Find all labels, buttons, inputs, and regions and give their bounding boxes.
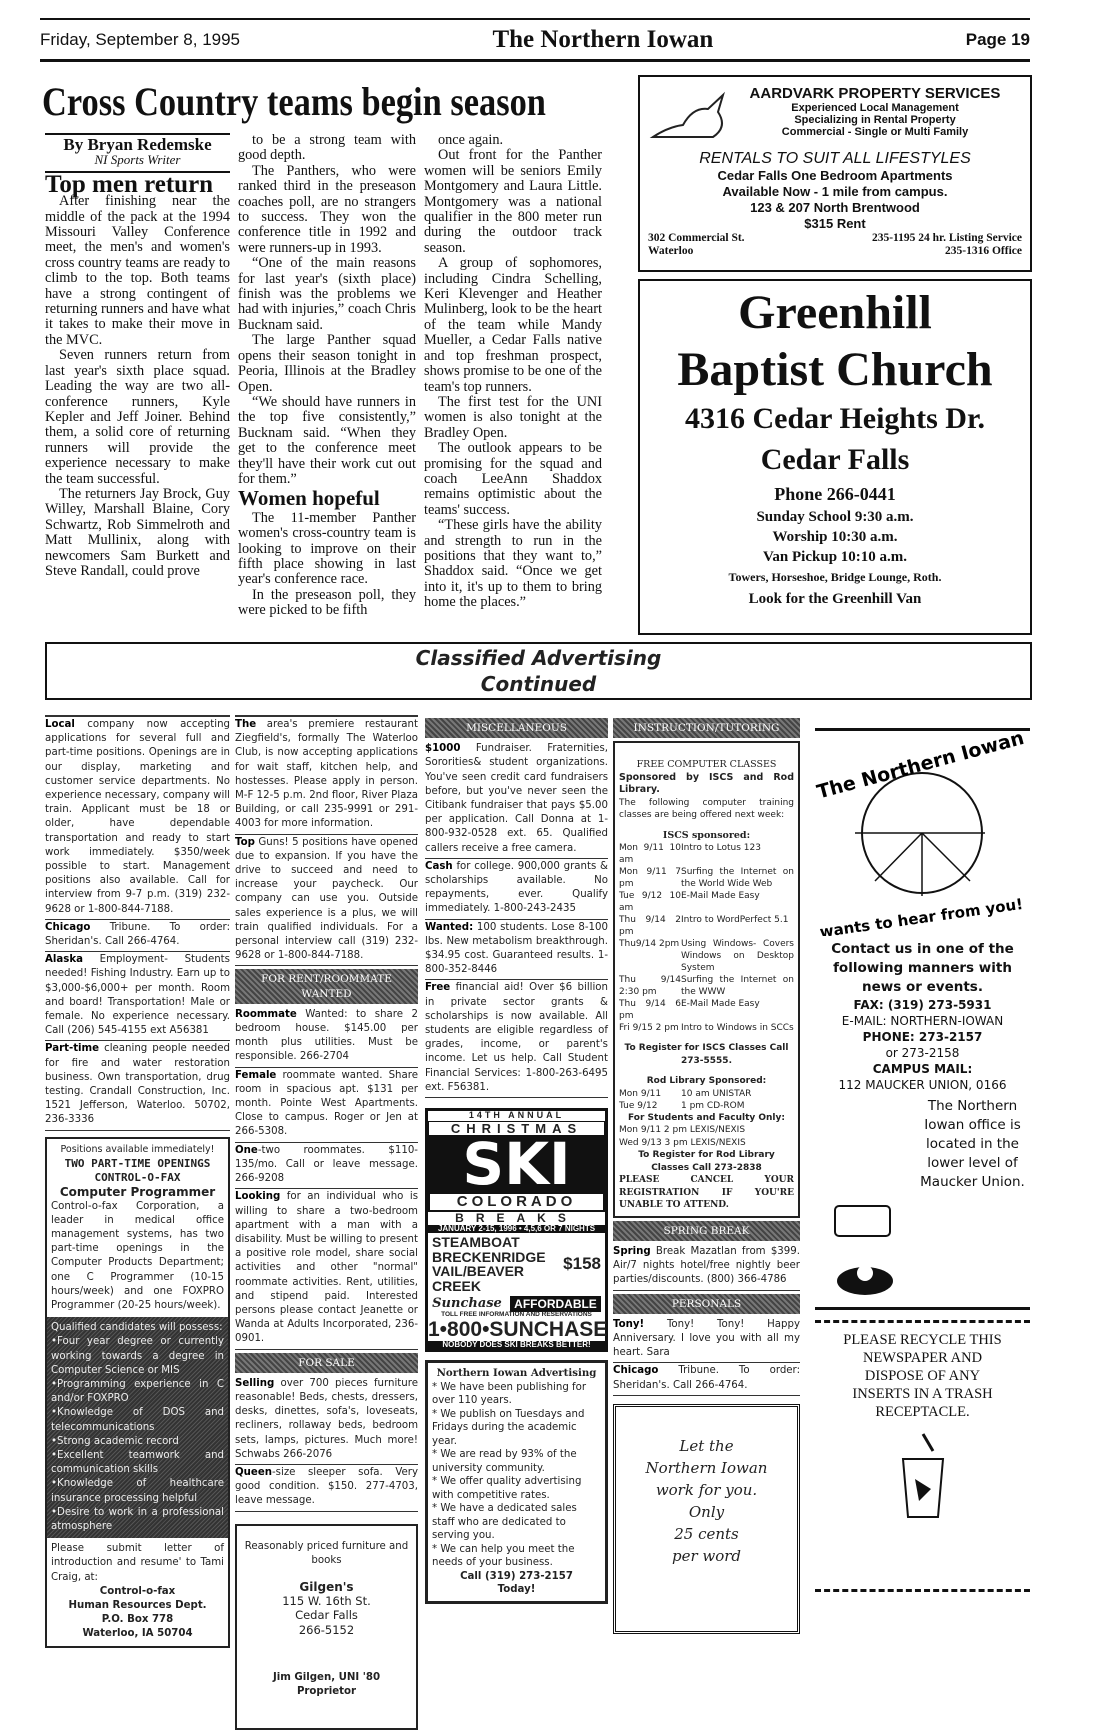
list-item: Mon 9/11 2 pm LEXIS/NEXIS	[619, 1125, 746, 1136]
listing: Cedar Falls One Bedroom Apartments Available Now - 1 mile from campus. 123 & 207 North Brentwood $315 Rent	[717, 168, 953, 231]
list-item: * We can help you meet the needs of your business.	[432, 1543, 575, 1569]
list-item: •Programming experience in C and/or FOXPRO	[51, 1378, 224, 1405]
ad-body: Control-o-fax Corporation, a leader in medical office management systems, has two part-time openings in the Computer Products Department; one C Programmer (10-15 hours/week) and one FOXPRO Programmer (20-25 hours/week).	[51, 1200, 224, 1311]
class-time: Mon 9/11 10 am	[619, 843, 681, 866]
ad-text: Tribune. To order: Sheridan's. Call 266-4764.	[45, 921, 230, 948]
article-paragraph: once again.	[438, 132, 504, 148]
list-item: * We have been publishing for over 110 years.	[432, 1381, 587, 1407]
ad-text: Wanted: to share 2 bedroom house. $145.00 per month plus utilities. Must be responsible. 266-2704	[235, 1008, 418, 1063]
ad-lead: Chicago	[613, 1365, 659, 1377]
article-paragraph: The returners Jay Brock, Guy Willey, Marshall Blaine, Cory Schwartz, Rob Simmelroth and Matt Mullinix, along with newcomers Sam Burkett and Steve Randall, could prove	[45, 485, 230, 579]
ad-lead: Looking	[235, 1191, 281, 1203]
classified-col-3	[425, 715, 608, 1604]
classified-ad	[235, 717, 418, 835]
ad-text: for college. 900,000 grants & scholarships available. No repayments, ever. Qualify immediately. 1-800-243-2435	[425, 860, 608, 915]
classified-ad	[45, 920, 230, 952]
ad-lead: Queen	[235, 1466, 272, 1478]
list-item: •Strong academic record	[51, 1435, 179, 1447]
ski-ad: 14TH ANNUAL CHRISTMAS SKI COLORADO BREAKS JANUARY 2-15, 1996 • 4,5,6 OR 7 NIGHTS STEAMBOAT BRECKENRIDGE VAIL/BEAVER CREEK $158 Sunchase AFFORDABLE TOLL FREE INFORMATION AND RESERVATIONS 1•800•SUNCHASE NOBODY DOES SKI BREAKS BETTER!	[425, 1108, 608, 1352]
ad-text: area's premiere restaurant Ziegfield's, formally The Waterloo Club, is now accepting applications for wait staff, kitchen help, and hostesses. Please apply in person. M-F 12-5 p.m. 2nd floor, River Plaza Building, or call 235-9991 or 291-4003 for more information.	[235, 719, 418, 830]
class-time: Thu 9/14 6 pm	[619, 999, 681, 1022]
ad-lead: Part-time	[45, 1043, 100, 1055]
class-time: Thu9/14 2pm	[619, 939, 680, 950]
ad-text: financial aid! Over $6 billion in private sector grants & scholarships is now available. All students are eligible regardless of grades, income, or parent's income. Let us help. Call Student Financial Services: 1-800-263-6495 ext. F56381.	[425, 982, 608, 1093]
computer-classes-ad: FREE COMPUTER CLASSES Sponsored by ISCS and Rod Library. The following computer training classes are being offered next week: ISCS sponsored: Mon 9/11 10 am Intro to Lotus 123 Mon 9/11 7 pm Surfing the Internet on the World Wide Web Tue 9/12 10 am E-Mail Made Easy Thu 9/14 2 pm Intro to WordPerfect 5.1 Thu9/14 2pm Using Windows- Covers Windows on Desktop System Thu 9/14 2:30 pm Surfing the Internet on the WWW Thu 9/14 6 pm E-Mail Made Easy Fri 9/15 2 pm Intro to Windows in SCCs To Register for ISCS Classes Call 273-5555. Rod Library Sponsored: Mon 9/11 10 am UNISTAR Tue 9/12 1 pm CD-ROM For Students and Faculty Only: Mon 9/11 2 pm LEXIS/NEXIS Wed 9/13 3 pm LEXIS/NEXIS To Register for Rod Library Classes Call 273-2838 PLEASE CANCEL YOUR REGISTRATION IF YOU'RE UNABLE TO ATTEND.	[613, 741, 800, 1218]
section-personals: PERSONALS	[613, 1294, 800, 1314]
classified-header	[45, 642, 1032, 700]
trash-can-icon	[893, 1429, 953, 1519]
article-paragraph: to be a strong team with good depth.	[238, 132, 416, 164]
section-miscellaneous: MISCELLANEOUS	[425, 718, 608, 738]
greenhill-church-ad	[638, 279, 1032, 635]
article-paragraph: The 11-member Panther women's cross-country team is looking to improve on their fifth place showing in last year's conference race.	[238, 509, 416, 588]
ad-text: Fundraiser. Fraternities, Sororities& student organizations. You've seen credit card fundraisers before, but you've never seen the Citibank fundraiser that pays $5.00 per application. Call Donna at 1-800-932-0528 ext. 65. Qualified callers receive a free camera.	[425, 743, 608, 854]
classified-title: Classified Advertising	[415, 646, 662, 670]
class-title: Using Windows- Covers Windows on Desktop System	[681, 939, 794, 974]
classified-col-1	[45, 715, 230, 1648]
ad-text: Tribune. To order: Sheridan's. Call 266-4764.	[613, 1365, 800, 1391]
class-row	[619, 938, 794, 974]
job-title: Computer Programmer	[59, 1185, 216, 1200]
ad-text: Break Mazatlan from $399. Air/7 nights hotel/free nightly beer parties/discounts. (800) 366-4786	[613, 1245, 800, 1286]
class-title: E-Mail Made Easy	[681, 999, 760, 1010]
ad-lead: Local	[45, 719, 75, 730]
ad-lead: Alaska	[45, 954, 83, 966]
class-time: Thu 9/14 2:30 pm	[619, 975, 681, 998]
mailing-address: Control-o-fax Human Resources Dept. P.O. Box 778 Waterloo, IA 50704	[68, 1585, 207, 1640]
page-header	[40, 18, 1030, 62]
class-row	[619, 1088, 794, 1100]
section-instruction: INSTRUCTION/TUTORING	[613, 718, 800, 738]
qualifications: Qualified candidates will possess: •Four year degree or currently working towards a degree in Computer Science or MIS •Programming experience in C and/or FOXPRO •Knowledge of DOS and telecommunications •Strong academic record •Excellent teamwork and communication skills •Knowledge of healthcare insurance processing helpful •Desire to work in a professional atmosphere	[47, 1317, 228, 1538]
control-o-fax-ad	[45, 1137, 230, 1648]
classified-col-2	[235, 715, 418, 1730]
headline: Cross Country teams begin season	[42, 79, 546, 124]
class-time: Mon 9/11 7 pm	[619, 867, 681, 890]
ad-text: Guns! 5 positions have opened due to expansion. If you have the drive to succeed and need to increase your paycheck. Our company can use you. Outside sales experience is a plus, we will train qualified individuals. For a personal interview call (319) 232-9628 or 1-800-844-7188.	[235, 836, 418, 962]
ad-lead: Selling	[235, 1377, 275, 1389]
ad-text: for an individual who is willing to share a two-bedroom apartment with a man with a disability. Must be willing to present a positive role model, share social activities and other "normal" roommate activities. Rent, utilities, and stipend paid. Interested persons please contact Jeanette or Wanda at Adults Incorporated, 236-0901.	[235, 1191, 418, 1345]
article-paragraph: A group of sophomores, including Cindra Schelling, Keri Klevenger and Heather Mulinberg, look to be the heart of the team while Mandy Mueller, a Cedar Falls native and top freshman prospect, shows promise to be one of the team's top runners.	[424, 255, 602, 395]
list-item: •Knowledge of DOS and telecommunications	[51, 1407, 224, 1433]
classified-ad	[235, 1376, 418, 1465]
classified-ad	[235, 1189, 418, 1349]
classified-ad	[235, 1465, 418, 1512]
ad-lead: One	[235, 1144, 258, 1156]
list-item: Wed 9/13 3 pm LEXIS/NEXIS	[619, 1137, 746, 1148]
article-col-3	[424, 133, 602, 611]
classified-ad	[613, 1363, 800, 1395]
ad-text: 100 students. Lose 8-100 lbs. New metabolism breakthrough. $34.95 cost. Guaranteed results. 1-800-352-8446	[425, 921, 608, 976]
class-time: Tue 9/12	[619, 1100, 658, 1111]
ad-lead: Roommate	[235, 1008, 297, 1020]
article-paragraph: After finishing near the middle of the pack at the 1994 Missouri Valley Conference meet, the men's and women's cross country teams are ready to climb to the top. Both teams have a strong contingent of returning runners and have what it takes to make their move in the MVC.	[45, 193, 231, 348]
class-title: Surfing the Internet on the World Wide Web	[681, 867, 794, 890]
article-paragraph: In the preseason poll, they were picked to be fifth	[238, 586, 416, 619]
telephone-icon	[825, 1201, 905, 1301]
northern-iowan-logo	[815, 731, 1030, 936]
class-title: Surfing the Internet on the WWW	[681, 975, 794, 998]
class-time: Fri 9/15 2 pm	[619, 1023, 679, 1034]
northern-iowan-advertising-ad: Northern Iowan Advertising * We have been publishing for over 110 years. * We publish on Tuesdays and Fridays during the academic year. * We are read by 93% of the university community. * We offer quality advertising with competitive rates. * We have a dedicated sales staff who are dedicated to serving you. * We can help you meet the needs of your business. Call (319) 273-2157 Today!	[425, 1360, 608, 1604]
classified-ad	[425, 980, 608, 1098]
subhead: Top men return	[45, 170, 214, 198]
ad-kicker: Positions available immediately!	[60, 1143, 215, 1155]
ad-text: Employment- Students needed! Fishing Industry. Earn up to $3,000-$6,000+ per month. Room and board! Transportation! Male or female. No experience necessary. Call (206) 545-4155 ext A56381	[45, 954, 230, 1037]
list-item: * We are read by 93% of the university community.	[432, 1449, 577, 1474]
article-paragraph: “We should have runners in the top five consistently,” Bucknam said. “When they get to the conference meet they'll have their work cut out for them.”	[238, 393, 416, 487]
company-name: CONTROL-O-FAX	[94, 1171, 181, 1185]
classified-ad	[45, 952, 230, 1041]
classified-ad	[235, 1007, 418, 1068]
article-paragraph: Out front for the Panther women will be seniors Emily Montgomery and Laura Little. Montgomery was a national qualifier in the 800 meter run during the outdoor track season.	[424, 147, 602, 256]
ad-lead: $1000	[425, 743, 461, 755]
ad-lead: Top	[235, 836, 255, 848]
article-paragraph: “These girls have the ability and strength to run in the positions that they want to,” Shaddox said. “Once we get into it, it's up to them to bring home the places.”	[424, 517, 602, 611]
class-row	[619, 974, 794, 998]
article-paragraph: “One of the main reasons for last year's (sixth place) finish was the problems we had with injuries,” coach Chris Bucknam said.	[238, 255, 416, 333]
classified-ad	[45, 717, 230, 920]
classified-col-4	[613, 715, 800, 1634]
company-name: AARDVARK PROPERTY SERVICES	[749, 85, 1001, 102]
class-time: Thu 9/14 2 pm	[619, 915, 681, 938]
let-northern-iowan-work-ad: Let the Northern Iowan work for you. Only 25 cents per word	[613, 1404, 800, 1634]
classified-ad	[235, 1143, 418, 1190]
issue-date: Friday, September 8, 1995	[40, 29, 241, 49]
ad-text: over 700 pieces furniture reasonable! Beds, chests, dressers, desks, dinettes, sofa's, loveseats, recliners, rollaway beds, bedroom sets, lamps, pictures. Much more! Schwabs 266-2076	[235, 1377, 418, 1460]
ad-lead: Spring	[613, 1245, 651, 1257]
ad-lead: Free	[425, 982, 451, 994]
article-paragraph: The outlook appears to be promising for the squad and coach LeeAnn Shaddox remains optimistic about the teams' success.	[424, 440, 602, 518]
ad-lead: Female	[235, 1069, 277, 1081]
ad-heading: TWO PART-TIME OPENINGS	[64, 1156, 211, 1170]
schedule: Sunday School 9:30 a.m. Worship 10:30 a.m. Van Pickup 10:10 a.m.	[756, 509, 914, 565]
svg-text:The Northern Iowan: The Northern Iowan	[815, 731, 1027, 804]
class-title: Intro to Windows in SCCs	[681, 1023, 794, 1034]
ad-text: -size sleeper sofa. Very good condition. $150. 277-4703, leave message.	[235, 1466, 418, 1507]
church-name-2: Baptist Church	[677, 343, 993, 396]
author: By Bryan Redemske	[63, 135, 212, 154]
classified-ad	[425, 859, 608, 920]
ad-text: cleaning people needed for fire and water restoration business. Own transportation, drug testing. Crandall Construction, Inc. 1521 Jefferson, Waterloo. 50702, 236-3336	[45, 1043, 230, 1126]
classified-ad	[45, 1041, 230, 1130]
list-item: * We publish on Tuesdays and Fridays during the academic year.	[432, 1408, 585, 1447]
church-name-1: Greenhill	[738, 286, 932, 339]
list-item: •Excellent teamwork and communication skills	[51, 1449, 224, 1476]
ad-lead: Wanted:	[425, 921, 474, 933]
pickup-locations: Towers, Horseshoe, Bridge Lounge, Roth.	[728, 570, 942, 584]
aardvark-logo	[648, 87, 733, 147]
article-paragraph: The first test for the UNI women is also tonight at the Bradley Open.	[424, 393, 602, 441]
svg-text:wants to hear from you!: wants to hear from you!	[818, 894, 1025, 936]
article-paragraph: The large Panther squad opens their season tonight in Peoria, Illinois at the Bradley Open.	[238, 332, 416, 395]
city: Cedar Falls	[760, 443, 910, 476]
phone: Phone 266-0441	[774, 484, 896, 504]
ad-lead: Chicago	[45, 921, 91, 933]
class-time: Mon 9/11	[619, 1088, 662, 1099]
classified-ad	[425, 741, 608, 859]
ad-lead: Tony!	[613, 1318, 645, 1330]
ad-text: company now accepting applications for several full and part-time positions. Openings are in our display, marketing and customer service departments. No experience necessary, company will train. Applicant must be 18 or older, have dependable transportation and ready to start work immediately. $350/week possible to start. Management positions also available. Call for interview from 9-7 p.m. (319) 232-9628 or 1-800-844-7188.	[45, 719, 230, 915]
classified-ad	[235, 835, 418, 967]
contact-methods: FAX: (319) 273-5931 E-MAIL: NORTHERN-IOWAN PHONE: 273-2157 or 273-2158 CAMPUS MAIL: 112 MAUCKER UNION, 0166	[838, 998, 1007, 1092]
submit-instructions: Please submit letter of introduction and resume' to Tami Craig, at:	[51, 1543, 224, 1583]
article-paragraph: The Panthers, who were ranked third in the preseason coaches poll, are no strangers to success. They won the conference title in 1992 and were runners-up in 1993.	[238, 162, 416, 256]
article-col-2	[238, 133, 416, 619]
class-title: 1 pm CD-ROM	[681, 1100, 745, 1111]
gilgens-ad: Reasonably priced furniture and books Gilgen's 115 W. 16th St. Cedar Falls 266-5152 Jim Gilgen, UNI '80 Proprietor	[235, 1524, 418, 1730]
classified-ad	[235, 1068, 418, 1143]
class-row	[619, 866, 794, 890]
class-row	[619, 1022, 794, 1034]
aardvark-ad	[638, 75, 1032, 272]
slogan: RENTALS TO SUIT ALL LIFESTYLES	[699, 150, 971, 167]
recycle-notice: PLEASE RECYCLE THIS NEWSPAPER AND DISPOSE OF ANY INSERTS IN A TRASH RECEPTACLE.	[815, 1320, 1030, 1592]
class-title: Intro to Lotus 123	[681, 843, 761, 854]
classified-ad	[613, 1244, 800, 1291]
list-item: * We offer quality advertising with competitive rates.	[432, 1476, 582, 1501]
contact-info: 302 Commercial St. Waterloo 235-1195 24 hr. Listing Service 235-1316 Office	[648, 232, 1022, 257]
class-row	[619, 890, 794, 914]
van-note: Look for the Greenhill Van	[748, 591, 922, 607]
list-item: •Four year degree or currently working towards a degree in Computer Science or MIS	[51, 1336, 224, 1376]
contact-us-ad: The Northern Iowan wants to hear from you! Contact us in one of the following manners with news or events. FAX: (319) 273-5931 E-MAIL: NORTHERN-IOWAN PHONE: 273-2157 or 273-2158 CAMPUS MAIL: 112 MAUCKER UNION, 0166 The Northern Iowan office is located in the lower level of Maucker Union.	[815, 728, 1030, 1310]
page-number: Page 19	[965, 29, 1030, 49]
class-row	[619, 1100, 794, 1112]
byline	[45, 133, 230, 173]
classified-ad	[613, 1317, 800, 1364]
list-item: •Desire to work in a professional atmosphere	[51, 1506, 224, 1532]
ad-lead: The	[235, 719, 257, 730]
author-role: NI Sports Writer	[94, 152, 181, 168]
class-row	[619, 914, 794, 938]
address: 4316 Cedar Heights Dr.	[685, 402, 985, 435]
class-time: Tue 9/12 10 am	[619, 891, 681, 914]
class-row	[619, 998, 794, 1022]
section-for-sale: FOR SALE	[235, 1353, 418, 1373]
class-title: 10 am UNISTAR	[681, 1088, 752, 1099]
ad-text: roommate wanted. Share room in spacious apt. $131 per month. Pointe West Apartments. Close to campus. Roger or Jen at 266-5308.	[235, 1069, 418, 1138]
ad-lead: Cash	[425, 860, 453, 872]
section-spring-break: SPRING BREAK	[613, 1221, 800, 1241]
class-title: E-Mail Made Easy	[681, 891, 760, 902]
list-item: * We have a dedicated sales staff who are dedicated to serving you.	[432, 1503, 577, 1542]
ad-text: -two roommates. $110-135/mo. Call or leave message. 266-9208	[235, 1144, 418, 1185]
office-location: The Northern Iowan office is located in the lower level of Maucker Union.	[920, 1098, 1025, 1190]
subhead: Women hopeful	[238, 486, 380, 511]
class-row	[619, 842, 794, 866]
list-item: •Knowledge of healthcare insurance processing helpful	[51, 1478, 224, 1504]
paper-name: The Northern Iowan	[492, 25, 714, 53]
class-title: Intro to WordPerfect 5.1	[681, 915, 789, 926]
section-for-rent: FOR RENT/ROOMMATE WANTED	[235, 969, 418, 1003]
article-paragraph: Seven runners return from last year's sixth place squad. Leading the way are two all-conference runners, Kyle Kepler and Jeff Joiner. Behind them, a solid core of returning runners will provide the experience necessary to make the team successful.	[45, 347, 230, 487]
article-col-1	[45, 133, 230, 579]
aardvark-tagline: Experienced Local Management Specializing in Rental Property Commercial - Single or Multi Family	[781, 102, 969, 138]
classified-ad	[425, 920, 608, 981]
classified-subtitle: Continued	[480, 672, 597, 696]
ad-text: Tony! Tony! Happy Anniversary. I love you with all my heart. Sara	[613, 1318, 800, 1359]
